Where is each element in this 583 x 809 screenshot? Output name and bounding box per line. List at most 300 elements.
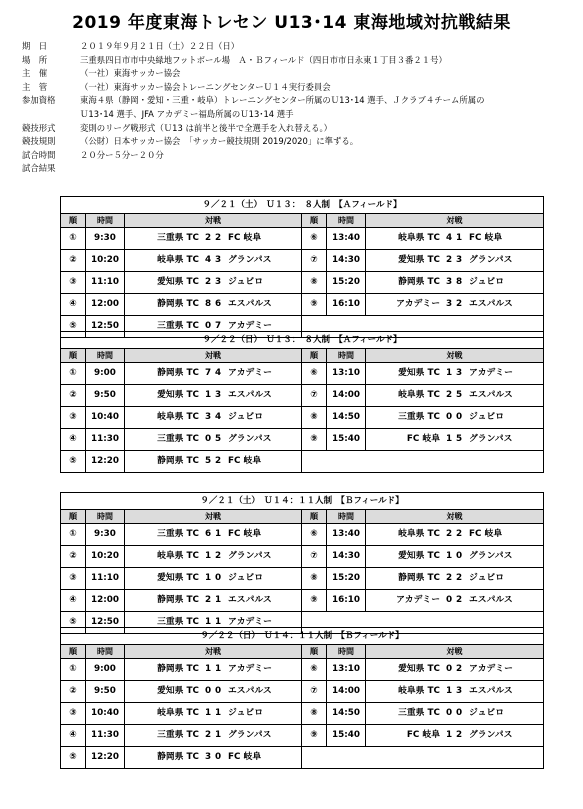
home-score: 2 — [204, 730, 212, 740]
column-header-match: 対戦 — [446, 351, 463, 360]
matchup — [366, 385, 543, 406]
column-header-no: 順 — [302, 510, 327, 523]
away-team: エスパルス — [228, 299, 272, 309]
match-number: ② — [61, 546, 86, 567]
away-team: FC 岐阜 — [228, 456, 262, 466]
info-row — [22, 162, 577, 176]
away-team: ジュビロ — [469, 573, 505, 583]
match-cell-group — [61, 568, 302, 589]
match-cell-group — [302, 272, 543, 293]
matchup — [366, 703, 543, 724]
home-score: 2 — [445, 529, 453, 539]
home-score: 3 — [445, 277, 453, 287]
home-team: 岐阜県 TC — [398, 529, 440, 539]
match-number: ④ — [61, 294, 86, 315]
away-team: グランパス — [228, 730, 272, 740]
column-header-match: 対戦 — [446, 512, 463, 521]
home-score: 4 — [445, 233, 453, 243]
home-score: 1 — [204, 617, 212, 627]
section-header: ９／２１（土） Ｕ１３： ８人制 【Ａフィールド】 — [61, 197, 543, 214]
info-label: 主 催 — [22, 68, 48, 79]
home-team: 岐阜県 TC — [157, 708, 199, 718]
away-team: アカデミー — [469, 664, 513, 674]
match-cell-group — [61, 524, 302, 545]
match-row — [61, 250, 543, 272]
match-number: ⑧ — [302, 407, 327, 428]
matchup — [125, 681, 301, 702]
kickoff-time: 12:50 — [86, 316, 125, 337]
match-row — [61, 725, 543, 747]
match-cell-group — [302, 747, 543, 768]
away-team: グランパス — [469, 730, 513, 740]
column-header-group — [61, 510, 302, 523]
away-team: ジュビロ — [469, 277, 505, 287]
home-team: 岐阜県 TC — [398, 233, 440, 243]
away-team: アカデミー — [228, 368, 272, 378]
away-score: 1 — [214, 529, 222, 539]
column-header-no: 順 — [61, 645, 86, 658]
away-score: 1 — [214, 664, 222, 674]
matchup — [366, 272, 543, 293]
home-team: 三重県 TC — [157, 529, 199, 539]
home-score: 0 — [204, 434, 212, 444]
kickoff-time: 9:30 — [86, 524, 125, 545]
match-cell-group — [302, 407, 543, 428]
away-score: 3 — [214, 277, 222, 287]
home-score: 2 — [445, 255, 453, 265]
away-team: アカデミー — [228, 321, 272, 331]
match-number: ⑧ — [302, 568, 327, 589]
match-cell-group — [302, 725, 543, 746]
match-cell-group — [61, 703, 302, 724]
kickoff-time: 15:40 — [327, 429, 366, 450]
match-number: ⑤ — [61, 747, 86, 768]
away-team: ジュビロ — [228, 412, 264, 422]
away-team: グランパス — [228, 255, 272, 265]
home-score: 0 — [445, 595, 453, 605]
match-cell-group — [302, 681, 543, 702]
kickoff-time: 13:40 — [327, 228, 366, 249]
home-score: 2 — [445, 390, 453, 400]
home-team: 愛知県 TC — [157, 277, 199, 287]
away-score: 3 — [455, 686, 463, 696]
home-score: 1 — [204, 664, 212, 674]
column-header-no: 順 — [302, 349, 327, 362]
kickoff-time: 12:20 — [86, 451, 125, 472]
info-label: 競技形式 — [22, 122, 56, 133]
matchup — [366, 659, 543, 680]
home-team: アカデミー — [396, 595, 440, 605]
match-number: ④ — [61, 725, 86, 746]
match-cell-group — [302, 451, 543, 472]
away-team: ジュビロ — [469, 412, 505, 422]
kickoff-time: 9:50 — [86, 681, 125, 702]
matchup — [366, 363, 543, 384]
home-score: 1 — [204, 551, 212, 561]
matchup — [125, 385, 301, 406]
kickoff-time: 9:00 — [86, 659, 125, 680]
home-team: 岐阜県 TC — [157, 255, 199, 265]
match-cell-group — [61, 385, 302, 406]
match-cell-group — [61, 747, 302, 768]
match-cell-group — [61, 294, 302, 315]
matchup — [125, 703, 301, 724]
match-cell-group — [302, 250, 543, 271]
match-row — [61, 546, 543, 568]
away-score: 2 — [214, 233, 222, 243]
kickoff-time: 9:50 — [86, 385, 125, 406]
kickoff-time: 9:00 — [86, 363, 125, 384]
away-score: 0 — [455, 708, 463, 718]
info-value: ２０１９年９月２１日（土）２２日（日） — [80, 41, 240, 51]
match-row — [61, 429, 543, 451]
home-team: FC 岐阜 — [406, 434, 440, 444]
away-team: グランパス — [469, 255, 513, 265]
match-cell-group — [302, 294, 543, 315]
match-number: ⑤ — [61, 451, 86, 472]
column-header-match: 対戦 — [446, 647, 463, 656]
info-row — [22, 149, 577, 163]
match-number: ⑥ — [302, 659, 327, 680]
match-number: ② — [61, 385, 86, 406]
away-score: 1 — [214, 617, 222, 627]
match-cell-group — [61, 659, 302, 680]
match-cell-group — [61, 407, 302, 428]
away-team: ジュビロ — [228, 573, 264, 583]
away-team: グランパス — [228, 551, 272, 561]
kickoff-time: 14:00 — [327, 681, 366, 702]
matchup — [366, 568, 543, 589]
matchup — [125, 363, 301, 384]
away-team: グランパス — [469, 551, 513, 561]
away-score: 0 — [455, 551, 463, 561]
info-row — [22, 94, 577, 108]
away-score: 8 — [455, 277, 463, 287]
home-team: 三重県 TC — [157, 321, 199, 331]
kickoff-time: 11:10 — [86, 272, 125, 293]
kickoff-time: 15:40 — [327, 725, 366, 746]
column-header-time: 時間 — [86, 349, 125, 362]
info-row — [22, 122, 577, 136]
away-team: エスパルス — [228, 390, 272, 400]
column-header-time: 時間 — [327, 645, 366, 658]
matchup — [366, 524, 543, 545]
home-score: 1 — [445, 551, 453, 561]
away-team: エスパルス — [228, 595, 272, 605]
home-score: 8 — [204, 299, 212, 309]
home-team: 三重県 TC — [157, 233, 199, 243]
home-team: 愛知県 TC — [398, 664, 440, 674]
matchup — [125, 250, 301, 271]
match-number: ⑦ — [302, 385, 327, 406]
matchup — [366, 429, 543, 450]
away-score: 1 — [214, 730, 222, 740]
away-score: 3 — [455, 368, 463, 378]
info-row — [22, 81, 577, 95]
home-team: 三重県 TC — [157, 617, 199, 627]
kickoff-time: 9:30 — [86, 228, 125, 249]
column-header-group — [302, 214, 543, 227]
match-cell-group — [302, 546, 543, 567]
matchup — [125, 568, 301, 589]
kickoff-time: 13:10 — [327, 363, 366, 384]
away-score: 2 — [214, 551, 222, 561]
home-team: 愛知県 TC — [157, 390, 199, 400]
home-team: 愛知県 TC — [398, 255, 440, 265]
away-team: アカデミー — [228, 664, 272, 674]
home-score: 1 — [445, 686, 453, 696]
away-score: 1 — [214, 708, 222, 718]
column-header-group — [302, 510, 543, 523]
match-row — [61, 407, 543, 429]
match-number: ⑦ — [302, 250, 327, 271]
home-score: 2 — [204, 277, 212, 287]
away-score: 2 — [455, 664, 463, 674]
home-team: 岐阜県 TC — [157, 412, 199, 422]
column-header-group — [302, 645, 543, 658]
away-team: FC 岐阜 — [469, 529, 503, 539]
column-header-match: 対戦 — [205, 647, 221, 656]
info-value: Ｕ13･14 選手、JFA アカデミー福島所属のＵ13･14 選手 — [80, 108, 294, 119]
home-team: 岐阜県 TC — [157, 551, 199, 561]
matchup — [366, 407, 543, 428]
matchup — [366, 546, 543, 567]
kickoff-time: 10:20 — [86, 546, 125, 567]
match-row — [61, 272, 543, 294]
matchup — [366, 228, 543, 249]
home-score: 3 — [204, 752, 212, 762]
column-header-no: 順 — [302, 214, 327, 227]
match-cell-group — [302, 429, 543, 450]
matchup — [125, 228, 301, 249]
column-header-time: 時間 — [327, 214, 366, 227]
away-score: 5 — [214, 434, 222, 444]
info-value: 変則のリーグ戦形式（Ｕ13 は前半と後半で全選手を入れ替える。） — [80, 122, 332, 133]
away-score: 5 — [455, 390, 463, 400]
column-header-no: 順 — [302, 645, 327, 658]
match-row — [61, 747, 543, 768]
match-number: ① — [61, 524, 86, 545]
home-score: 1 — [204, 573, 212, 583]
match-cell-group — [61, 681, 302, 702]
kickoff-time: 11:30 — [86, 725, 125, 746]
info-value: （公財）日本サッカー協会 「サッカー競技規則 2019/2020」に準ずる。 — [80, 136, 359, 147]
kickoff-time: 16:10 — [327, 294, 366, 315]
info-label: 参加資格 — [22, 95, 56, 106]
column-header-no: 順 — [61, 214, 86, 227]
away-score: 2 — [455, 299, 463, 309]
home-score: 3 — [204, 412, 212, 422]
column-header-row — [61, 349, 543, 363]
column-header-time: 時間 — [86, 510, 125, 523]
home-team: 愛知県 TC — [157, 686, 199, 696]
match-cell-group — [61, 250, 302, 271]
column-header-time: 時間 — [327, 349, 366, 362]
match-number: ③ — [61, 568, 86, 589]
away-team: FC 岐阜 — [228, 233, 262, 243]
home-team: 愛知県 TC — [398, 368, 440, 378]
home-score: 1 — [204, 390, 212, 400]
info-label: 期 日 — [22, 41, 48, 51]
home-team: 静岡県 TC — [157, 368, 199, 378]
away-score: 1 — [214, 595, 222, 605]
column-header-match: 対戦 — [205, 216, 221, 225]
match-cell-group — [302, 590, 543, 611]
column-header-no: 順 — [61, 510, 86, 523]
away-team: エスパルス — [469, 595, 513, 605]
matchup — [366, 294, 543, 315]
away-team: アカデミー — [228, 617, 272, 627]
kickoff-time: 14:30 — [327, 250, 366, 271]
away-score: 6 — [214, 299, 222, 309]
home-team: FC 岐阜 — [406, 730, 440, 740]
matchup — [125, 546, 301, 567]
match-number: ① — [61, 228, 86, 249]
kickoff-time: 12:00 — [86, 590, 125, 611]
away-team: アカデミー — [469, 368, 513, 378]
match-cell-group — [61, 272, 302, 293]
info-row — [22, 54, 577, 68]
away-score: 2 — [455, 595, 463, 605]
matchup — [125, 747, 301, 768]
match-number: ② — [61, 250, 86, 271]
away-score: 0 — [455, 412, 463, 422]
matchup — [366, 725, 543, 746]
home-team: 静岡県 TC — [157, 299, 199, 309]
match-number: ④ — [61, 429, 86, 450]
home-team: 愛知県 TC — [398, 551, 440, 561]
matchup — [366, 681, 543, 702]
match-row — [61, 228, 543, 250]
matchup — [125, 272, 301, 293]
match-number: ③ — [61, 272, 86, 293]
matchup — [125, 590, 301, 611]
results-section — [60, 627, 544, 769]
info-value — [80, 162, 577, 176]
away-team: ジュビロ — [469, 708, 505, 718]
away-score: 3 — [214, 390, 222, 400]
home-score: 1 — [204, 708, 212, 718]
match-number: ⑥ — [302, 228, 327, 249]
info-row — [22, 67, 577, 81]
home-team: 岐阜県 TC — [398, 686, 440, 696]
column-header-group — [61, 349, 302, 362]
kickoff-time: 16:10 — [327, 590, 366, 611]
results-section — [60, 331, 544, 473]
home-score: 0 — [204, 321, 212, 331]
home-score: 2 — [204, 595, 212, 605]
kickoff-time: 11:30 — [86, 429, 125, 450]
home-score: 0 — [445, 708, 453, 718]
column-header-row — [61, 214, 543, 228]
home-score: 3 — [445, 299, 453, 309]
info-label: 主 管 — [22, 81, 48, 92]
page-title: 2019 年度東海トレセン U13･14 東海地域対抗戦結果 — [72, 13, 511, 33]
away-team: ジュビロ — [228, 277, 264, 287]
match-number: ⑤ — [61, 316, 86, 337]
matchup — [125, 407, 301, 428]
match-cell-group — [302, 703, 543, 724]
home-team: 静岡県 TC — [398, 277, 440, 287]
match-number: ⑨ — [302, 725, 327, 746]
matchup — [125, 429, 301, 450]
away-team: グランパス — [228, 434, 272, 444]
info-row — [22, 40, 577, 54]
away-score: 2 — [455, 730, 463, 740]
column-header-time: 時間 — [327, 510, 366, 523]
match-number: ⑧ — [302, 703, 327, 724]
info-label — [22, 108, 80, 122]
home-score: 0 — [445, 664, 453, 674]
match-row — [61, 681, 543, 703]
kickoff-time: 12:00 — [86, 294, 125, 315]
away-team: FC 岐阜 — [228, 529, 262, 539]
away-score: 3 — [455, 255, 463, 265]
match-number: ⑦ — [302, 546, 327, 567]
home-score: 2 — [445, 573, 453, 583]
home-score: 1 — [445, 434, 453, 444]
away-score: 0 — [214, 573, 222, 583]
away-score: 2 — [214, 456, 222, 466]
match-number: ① — [61, 659, 86, 680]
info-row — [22, 135, 577, 149]
column-header-row — [61, 510, 543, 524]
match-row — [61, 524, 543, 546]
match-number: ⑥ — [302, 363, 327, 384]
home-team: 静岡県 TC — [157, 456, 199, 466]
match-cell-group — [61, 590, 302, 611]
kickoff-time: 15:20 — [327, 568, 366, 589]
home-score: 4 — [204, 255, 212, 265]
info-row — [22, 108, 577, 122]
away-team: エスパルス — [469, 390, 513, 400]
kickoff-time: 10:20 — [86, 250, 125, 271]
info-value: （一社）東海サッカー協会 — [80, 68, 181, 79]
match-number: ⑨ — [302, 590, 327, 611]
match-row — [61, 363, 543, 385]
match-cell-group — [302, 228, 543, 249]
matchup — [125, 659, 301, 680]
home-score: 1 — [445, 730, 453, 740]
info-label: 競技規則 — [22, 136, 56, 147]
away-team: グランパス — [469, 434, 513, 444]
home-score: 2 — [204, 233, 212, 243]
matchup — [366, 590, 543, 611]
match-number: ⑨ — [302, 294, 327, 315]
match-number: ⑦ — [302, 681, 327, 702]
results-section — [60, 196, 544, 338]
match-cell-group — [302, 524, 543, 545]
match-cell-group — [61, 429, 302, 450]
column-header-match: 対戦 — [205, 512, 221, 521]
kickoff-time: 14:30 — [327, 546, 366, 567]
home-score: 0 — [204, 686, 212, 696]
info-value: 三重県四日市市中央緑地フットボール場 Ａ・Ｂフィールド（四日市市日永東１丁目３番２１号） — [80, 54, 447, 65]
away-score: 0 — [214, 752, 222, 762]
away-score: 0 — [214, 686, 222, 696]
match-number: ③ — [61, 407, 86, 428]
kickoff-time: 15:20 — [327, 272, 366, 293]
match-number: ① — [61, 363, 86, 384]
away-score: 4 — [214, 412, 222, 422]
home-score: 0 — [445, 412, 453, 422]
away-score: 7 — [214, 321, 222, 331]
info-value: 東海４県（静岡・愛知・三重・岐阜）トレーニングセンター所属のＵ13･14 選手、Ｊクラブ４チーム所属の — [80, 95, 485, 106]
away-score: 2 — [455, 573, 463, 583]
kickoff-time: 12:20 — [86, 747, 125, 768]
match-cell-group — [61, 546, 302, 567]
match-cell-group — [61, 363, 302, 384]
